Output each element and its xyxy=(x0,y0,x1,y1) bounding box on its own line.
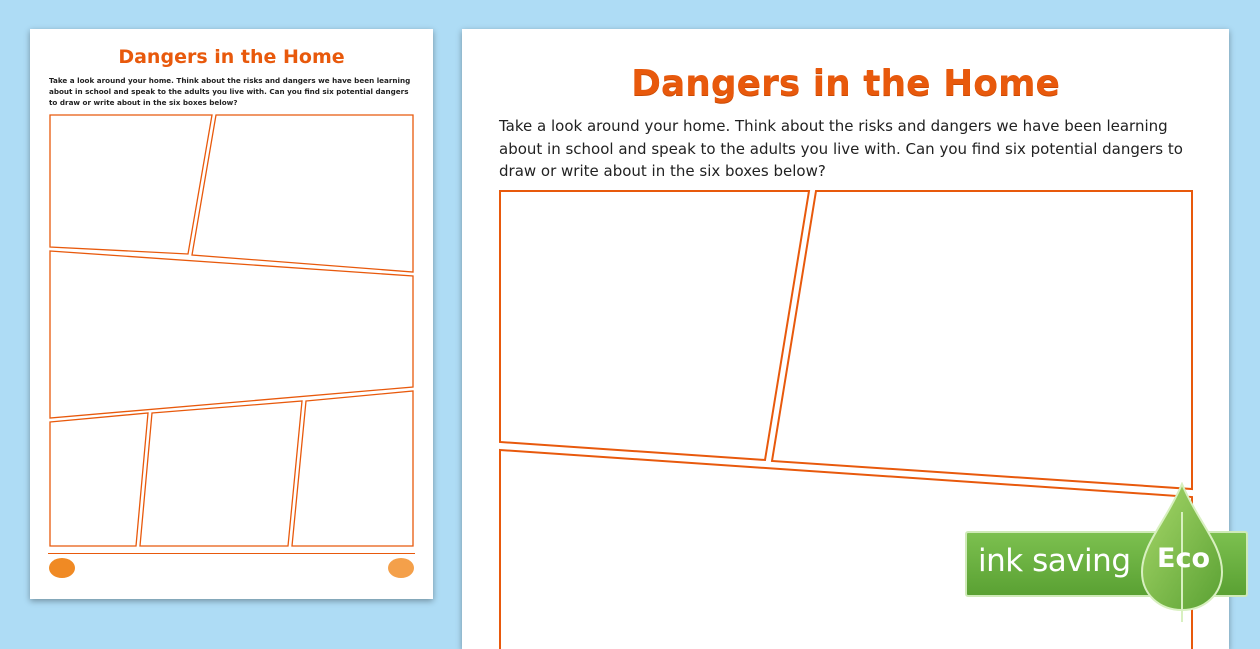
drawing-box-large-2 xyxy=(772,191,1192,489)
footer-divider xyxy=(48,553,415,554)
drawing-box-2 xyxy=(192,115,413,272)
worksheet-instructions: Take a look around your home. Think about the risks and dangers we have been learning about in school and speak to the adults you live with. Can you find six potential dangers to draw or write about in the six boxes below? xyxy=(49,76,411,107)
worksheet-title-large: Dangers in the Home xyxy=(631,63,1060,104)
quality-badge-logo xyxy=(388,558,414,578)
worksheet-preview-small xyxy=(30,29,433,599)
ink-saving-text: ink saving xyxy=(978,543,1131,579)
drawing-box-3 xyxy=(50,251,413,418)
drawing-box-5 xyxy=(140,401,302,546)
drawing-boxes xyxy=(30,29,433,599)
eco-label: Eco xyxy=(1157,543,1210,574)
drawing-box-large-1 xyxy=(500,191,809,460)
worksheet-title: Dangers in the Home xyxy=(118,46,345,68)
drawing-box-1 xyxy=(50,115,212,254)
drawing-box-4 xyxy=(50,413,148,546)
drawing-box-6 xyxy=(292,391,413,546)
brand-logo xyxy=(49,558,75,578)
worksheet-instructions-large: Take a look around your home. Think about the risks and dangers we have been learning about in school and speak to the adults you live with. Can you find six potential dangers to draw or write about in the six boxes below? xyxy=(499,117,1183,180)
